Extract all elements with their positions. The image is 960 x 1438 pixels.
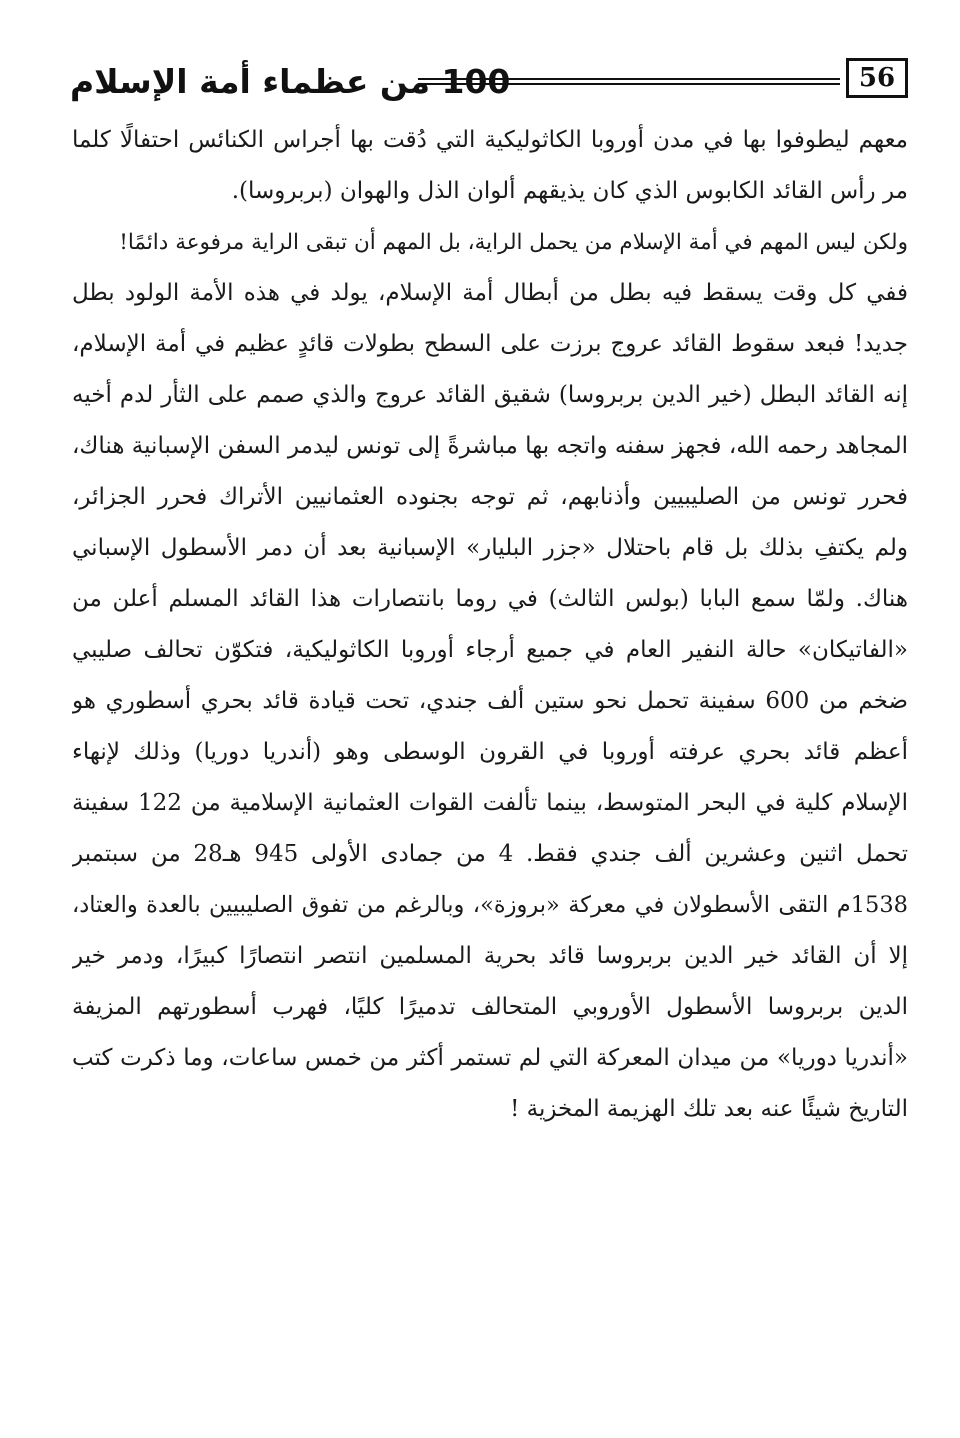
text-line: هناك. ولمّا سمع البابا (بولس الثالث) في روما بانتصارات هذا القائد المسلم أعلن من	[72, 586, 908, 612]
text-line: ولم يكتفِ بذلك بل قام باحتلال «جزر البليار» الإسبانية بعد أن دمر الأسطول الإسباني	[72, 535, 908, 561]
text-line: فحرر تونس من الصليبيين وأذنابهم، ثم توجه بجنوده العثمانيين الأتراك فحرر الجزائر،	[72, 484, 908, 510]
text-line: ضخم من 600 سفينة تحمل نحو ستين ألف جندي، تحت قيادة قائد بحري أسطوري هو	[72, 688, 908, 714]
running-header	[70, 58, 908, 108]
paragraph-2	[72, 217, 908, 268]
paragraph-3	[72, 268, 908, 1135]
text-line: ففي كل وقت يسقط فيه بطل من أبطال أمة الإسلام، يولد في هذه الأمة الولود بطل	[72, 280, 908, 306]
text-line: الدين بربروسا الأسطول الأوروبي المتحالف تدميرًا كليًا، فهرب أسطورتهم المزيفة	[72, 994, 908, 1020]
book-title: 100 من عظماء أمة الإسلام	[70, 62, 511, 101]
text-line: ولكن ليس المهم في أمة الإسلام من يحمل الراية، بل المهم أن تبقى الراية مرفوعة دائمًا!	[119, 230, 908, 255]
body-text	[72, 115, 908, 1135]
header-divider-rule	[418, 78, 840, 85]
page-number: 56	[846, 58, 908, 98]
text-line: إنه القائد البطل (خير الدين بربروسا) شقيق القائد عروج والذي صمم على الثأر لدم أخيه	[72, 382, 908, 408]
text-line: معهم ليطوفوا بها في مدن أوروبا الكاثوليكية التي دُقت بها أجراس الكنائس احتفالًا كلما	[72, 127, 908, 153]
text-line: «الفاتيكان» حالة النفير العام في جميع أرجاء أوروبا الكاثوليكية، فتكوّن تحالف صليبي	[72, 637, 908, 663]
text-line: جديد! فبعد سقوط القائد عروج برزت على السطح بطولات قائدٍ عظيم في أمة الإسلام،	[72, 331, 908, 357]
text-line: إلا أن القائد خير الدين بربروسا قائد بحرية المسلمين انتصر انتصارًا كبيرًا، ودمر خير	[72, 943, 908, 969]
text-line: الإسلام كلية في البحر المتوسط، بينما تألفت القوات العثمانية الإسلامية من 122 سفينة	[72, 790, 908, 816]
text-line: «أندريا دوريا» من ميدان المعركة التي لم تستمر أكثر من خمس ساعات، وما ذكرت كتب	[72, 1045, 908, 1071]
text-line: مر رأس القائد الكابوس الذي كان يذيقهم ألوان الذل والهوان (بربروسا).	[231, 178, 908, 204]
paragraph-1	[72, 115, 908, 217]
text-line: التاريخ شيئًا عنه بعد تلك الهزيمة المخزية !	[510, 1096, 908, 1122]
text-line: 1538م التقى الأسطولان في معركة «بروزة»، وبالرغم من تفوق الصليبيين بالعدة والعتاد،	[72, 892, 908, 918]
text-line: تحمل اثنين وعشرين ألف جندي فقط. 4 من جمادى الأولى 945 هـ28 من سبتمبر	[72, 841, 908, 867]
text-line: المجاهد رحمه الله، فجهز سفنه واتجه بها مباشرةً إلى تونس ليدمر السفن الإسبانية هناك،	[72, 433, 908, 459]
text-line: أعظم قائد بحري عرفته أوروبا في القرون الوسطى وهو (أندريا دوريا) وذلك لإنهاء	[72, 739, 908, 765]
